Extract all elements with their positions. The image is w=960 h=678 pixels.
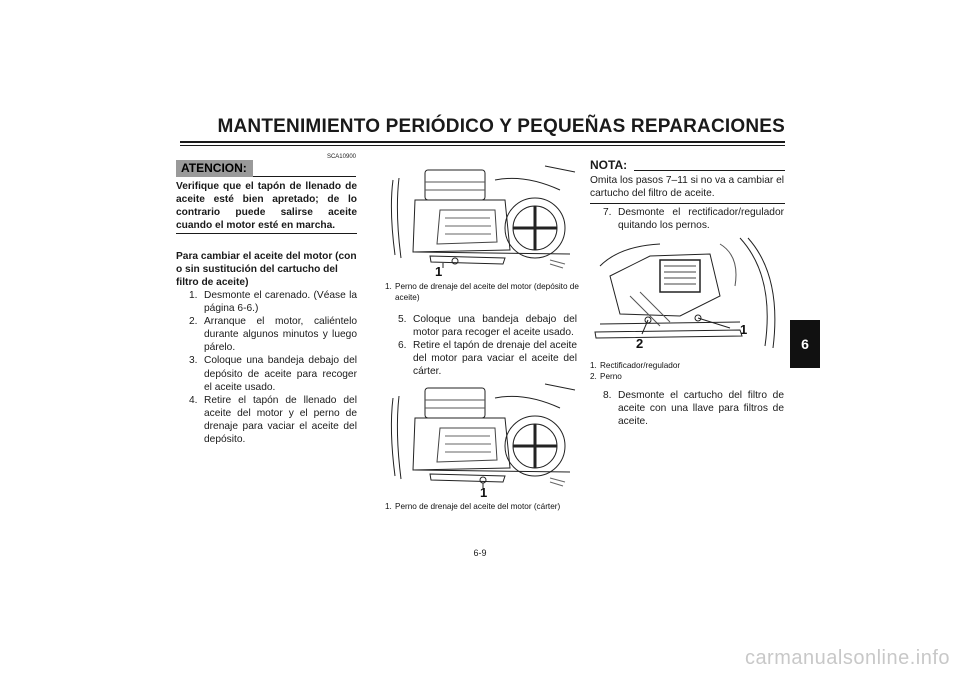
caption-text: Perno de drenaje del aceite del motor (cárter) [395, 502, 561, 511]
header-rule [180, 141, 785, 143]
callout-1: 1 [740, 322, 748, 337]
steps-list-4 [590, 389, 784, 428]
list-item [176, 289, 357, 315]
engine-drain-figure-tank [385, 160, 580, 278]
page-title: MANTENIMIENTO PERIÓDICO Y PEQUEÑAS REPARACIONES [217, 116, 785, 137]
list-item [176, 394, 357, 446]
step-text: Coloque una bandeja debajo del depósito de aceite para recoger el aceite usado. [204, 355, 357, 393]
callout-1: 1 [480, 485, 488, 498]
step-number: 6. [398, 340, 407, 352]
procedure-heading: Para cambiar el aceite del motor (con o sin sustitución del cartucho del filtro de aceite) [176, 251, 357, 288]
caution-end-rule [176, 233, 357, 234]
step-number: 2. [189, 316, 198, 328]
step-number: 3. [189, 355, 198, 367]
note-text: Omita los pasos 7–11 si no va a cambiar el cartucho del filtro de aceite. [590, 175, 785, 199]
steps-list-2 [385, 313, 577, 378]
caption-number: 1. [385, 282, 392, 291]
step-number: 1. [189, 290, 198, 301]
step-text: Retire el tapón de llenado del aceite del motor y el perno de drenaje para vaciar el aceite del depósito. [204, 394, 357, 446]
page-number: 6-9 [473, 548, 487, 558]
step-number: 5. [398, 314, 407, 325]
list-item [590, 206, 784, 232]
caption-number: 1. [385, 502, 392, 511]
list-item [176, 354, 357, 393]
step-text: Desmonte el cartucho del filtro de aceite con una llave para filtros de aceite. [618, 390, 784, 428]
engine-illustration [385, 380, 580, 498]
list-item [176, 315, 357, 354]
note-end-rule [590, 203, 785, 204]
callout-1: 1 [435, 264, 443, 278]
rectifier-regulator-figure [590, 236, 785, 356]
step-text: Coloque una bandeja debajo del motor para recoger el aceite usado. [413, 314, 577, 339]
caption-row [385, 282, 580, 303]
step-number: 7. [603, 207, 612, 218]
list-item [385, 339, 577, 378]
step-text: Arranque el motor, caliéntelo durante algunos minutos y luego párelo. [204, 316, 357, 354]
step-text: Desmonte el carenado. (Véase la página 6-6.) [204, 290, 357, 315]
caption-row [590, 372, 785, 383]
step-text: Desmonte el rectificador/regulador quitando los pernos. [618, 207, 784, 232]
engine-illustration [385, 160, 580, 278]
caption-row [385, 502, 580, 513]
step-number: 4. [189, 394, 198, 406]
header-rule-thin [180, 145, 785, 146]
note-label: NOTA: [590, 158, 628, 172]
caution-label: ATENCION: [176, 160, 253, 177]
steps-list-1 [176, 289, 357, 446]
caption-number: 2. [590, 371, 597, 381]
step-number: 8. [603, 390, 612, 401]
steps-list-3 [590, 206, 784, 232]
list-item [590, 389, 784, 428]
chapter-tab[interactable]: 6 [790, 320, 820, 368]
caption-text: Perno [600, 371, 622, 381]
list-item [385, 313, 577, 339]
caption-text: Perno de drenaje del aceite del motor (depósito de aceite) [395, 282, 579, 302]
rectifier-illustration [590, 236, 785, 356]
section-code: SCA10900 [326, 154, 356, 160]
caption-row [590, 361, 785, 372]
caution-text: Verifique que el tapón de llenado de aceite esté bien apretado; de lo contrario puede salirse aceite cuando el motor esté en marcha. [176, 181, 357, 231]
caution-rule [253, 176, 356, 177]
figure-caption [385, 282, 580, 303]
engine-drain-figure-crankcase [385, 380, 580, 498]
figure-caption [590, 361, 785, 382]
figure-caption [385, 502, 580, 513]
step-text: Retire el tapón de drenaje del aceite del motor para vaciar el aceite del cárter. [413, 340, 577, 378]
caption-number: 1. [590, 361, 597, 370]
note-rule [634, 170, 785, 171]
watermark: carmanualsonline.info [744, 647, 950, 669]
callout-2: 2 [636, 336, 644, 351]
caption-text: Rectificador/regulador [600, 361, 681, 370]
